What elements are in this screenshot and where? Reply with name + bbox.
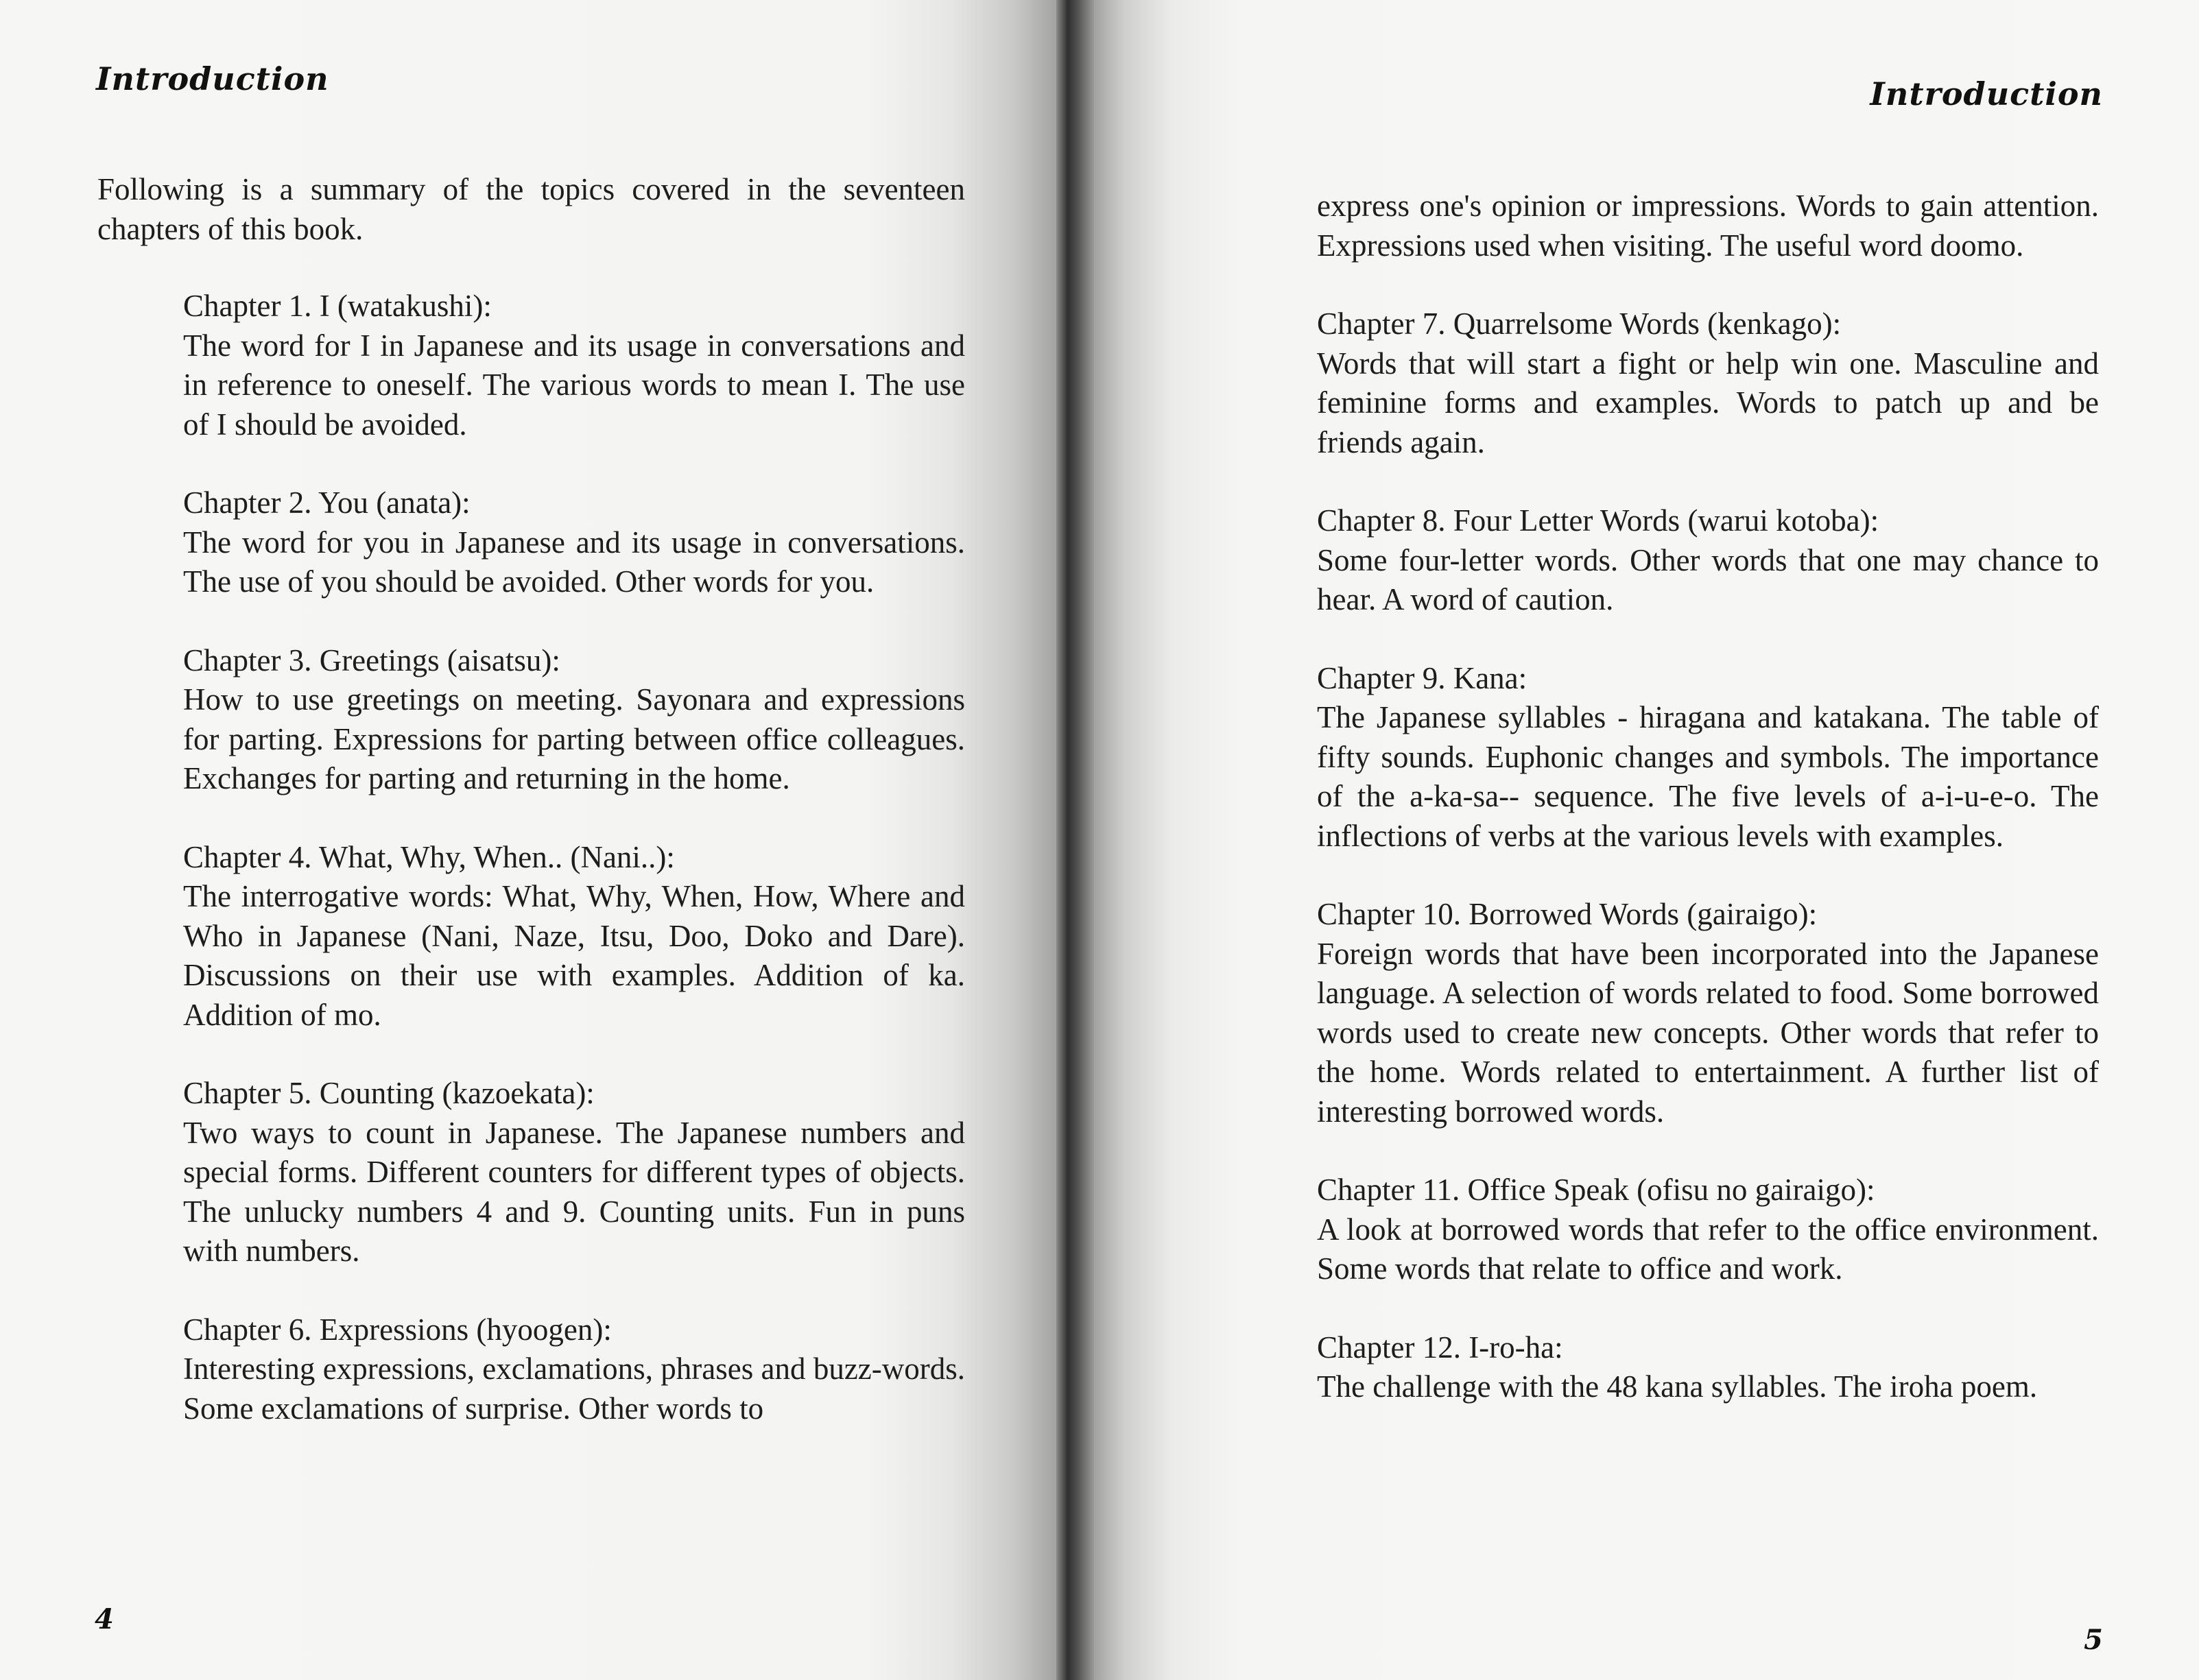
chapter-title: Chapter 10. Borrowed Words (gairaigo): <box>1317 897 1818 931</box>
right-page-number: 5 <box>2084 1624 2103 1656</box>
chapter-description: Two ways to count in Japanese. The Japanese numbers and special forms. Different counters for different types of objects. The unlucky numbers 4 and 9. Counting units. Fun in puns with numbers. <box>183 1115 965 1268</box>
chapter-title: Chapter 7. Quarrelsome Words (kenkago): <box>1317 307 1842 341</box>
book-gutter <box>1056 0 1094 1680</box>
chapter-title: Chapter 9. Kana: <box>1317 660 1528 695</box>
chapter-title: Chapter 11. Office Speak (ofisu no gairaigo): <box>1317 1173 1875 1207</box>
chapter-description: A look at borrowed words that refer to the office environment. Some words that relate to office and work. <box>1317 1212 2099 1286</box>
chapter-entry <box>183 483 965 602</box>
chapter-entry <box>183 641 965 799</box>
chapter-description: The word for you in Japanese and its usage in conversations. The use of you should be avoided. Other words for you. <box>183 525 965 599</box>
chapter-title: Chapter 8. Four Letter Words (warui kotoba): <box>1317 503 1879 538</box>
chapter-entry <box>183 287 965 444</box>
chapter-description: Some four-letter words. Other words that one may chance to hear. A word of caution. <box>1317 542 2099 616</box>
chapter-entry <box>1317 1171 2099 1289</box>
chapter-description: How to use greetings on meeting. Sayonara and expressions for parting. Expressions for parting between office colleagues. Exchanges for parting and returning in the home. <box>183 682 965 795</box>
chapter-title: Chapter 5. Counting (kazoekata): <box>183 1076 595 1110</box>
chapter-title: Chapter 6. Expressions (hyoogen): <box>183 1312 612 1347</box>
intro-paragraph: Following is a summary of the topics covered in the seventeen chapters of this book. <box>97 172 965 246</box>
chapter-entry <box>1317 659 2099 856</box>
chapter-title: Chapter 1. I (watakushi): <box>183 289 492 323</box>
chapter-entry <box>1317 304 2099 462</box>
chapter-entry <box>1317 1328 2099 1407</box>
chapter-description: The challenge with the 48 kana syllables. The iroha poem. <box>1317 1369 2038 1404</box>
right-chapter-list <box>1317 187 2099 1446</box>
chapter-description: The interrogative words: What, Why, When, How, Where and Who in Japanese (Nani, Naze, Itsu, Doo, Doko and Dare). Discussions on their use with examples. Addition of ka. Addition of mo. <box>183 879 965 1032</box>
right-page-header: Introduction <box>1870 75 2103 112</box>
chapter-description: Foreign words that have been incorporated into the Japanese language. A selection of words related to food. Some borrowed words used to create new concepts. Other words that refer to the home. Words related to entertainment. A further list of interesting borrowed words. <box>1317 936 2099 1129</box>
chapter-6-continuation: express one's opinion or impressions. Words to gain attention. Expressions used when visiting. The useful word doomo. <box>1317 189 2099 263</box>
chapter-title: Chapter 3. Greetings (aisatsu): <box>183 643 560 677</box>
chapter-description: Interesting expressions, exclamations, phrases and buzz-words. Some exclamations of surprise. Other words to <box>183 1352 965 1426</box>
chapter-entry <box>183 1074 965 1271</box>
left-chapter-list <box>183 287 965 1467</box>
chapter-description: The Japanese syllables - hiragana and katakana. The table of fifty sounds. Euphonic changes and symbols. The importance of the a-ka-sa-- sequence. The five levels of a-i-u-e-o. The inflections of verbs at the various levels with examples. <box>1317 700 2099 853</box>
chapter-entry <box>1317 501 2099 620</box>
chapter-title: Chapter 12. I-ro-ha: <box>1317 1330 1563 1365</box>
chapter-description: Words that will start a fight or help win one. Masculine and feminine forms and examples. Words to patch up and be friends again. <box>1317 346 2099 459</box>
chapter-entry <box>183 1310 965 1429</box>
left-page-header: Introduction <box>96 60 329 97</box>
left-page-number: 4 <box>95 1603 114 1635</box>
chapter-entry <box>183 838 965 1035</box>
chapter-description: The word for I in Japanese and its usage in conversations and in reference to oneself. The various words to mean I. The use of I should be avoided. <box>183 328 965 442</box>
chapter-title: Chapter 4. What, Why, When.. (Nani..): <box>183 839 675 874</box>
chapter-entry <box>1317 895 2099 1131</box>
chapter-title: Chapter 2. You (anata): <box>183 485 471 520</box>
